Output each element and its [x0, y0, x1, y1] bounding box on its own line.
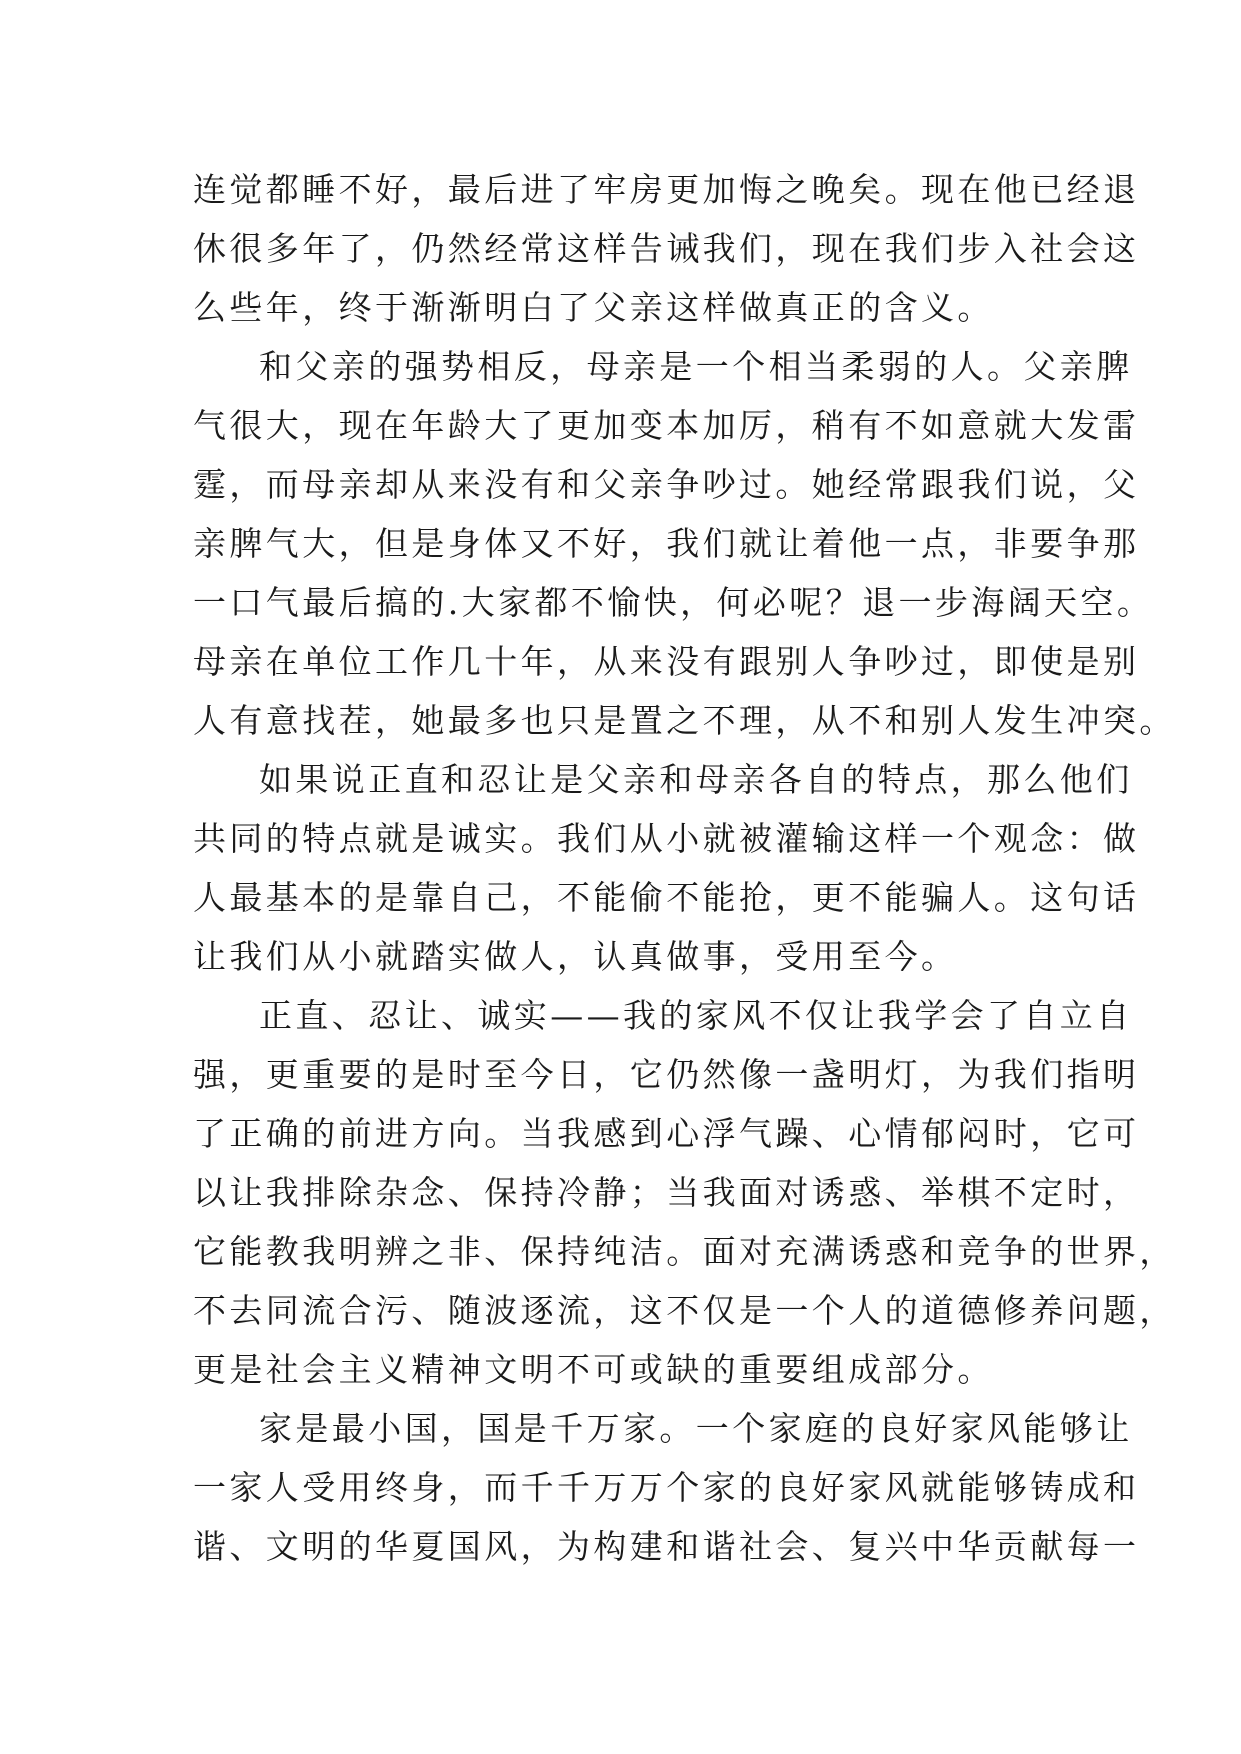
paragraph-first-line: 家是最小国，国是千万家。一个家庭的良好家风能够让: [259, 1409, 1133, 1448]
text-line: 不去同流合污、随波逐流，这不仅是一个人的道德修养问题，: [193, 1291, 1176, 1330]
text-line: 霆，而母亲却从来没有和父亲争吵过。她经常跟我们说，父: [193, 465, 1140, 504]
text-line: 谐、文明的华夏国风，为构建和谐社会、复兴中华贡献每一: [193, 1527, 1140, 1566]
text-line: 母亲在单位工作几十年，从来没有跟别人争吵过，即使是别: [193, 642, 1140, 681]
text-line: 以让我排除杂念、保持冷静；当我面对诱惑、举棋不定时，: [193, 1173, 1140, 1212]
text-line: 一口气最后搞的.大家都不愉快，何必呢？退一步海阔天空。: [193, 583, 1154, 622]
text-line: 气很大，现在年龄大了更加变本加厉，稍有不如意就大发雷: [193, 406, 1140, 445]
text-line: 连觉都睡不好，最后进了牢房更加悔之晚矣。现在他已经退: [193, 170, 1140, 209]
text-line: 么些年，终于渐渐明白了父亲这样做真正的含义。: [193, 288, 994, 327]
text-line: 人有意找茬，她最多也只是置之不理，从不和别人发生冲突。: [193, 701, 1176, 740]
paragraph-first-line: 和父亲的强势相反，母亲是一个相当柔弱的人。父亲脾: [259, 347, 1133, 386]
text-line: 人最基本的是靠自己，不能偷不能抢，更不能骗人。这句话: [193, 878, 1140, 917]
text-line: 它能教我明辨之非、保持纯洁。面对充满诱惑和竞争的世界，: [193, 1232, 1176, 1271]
text-line: 亲脾气大，但是身体又不好，我们就让着他一点，非要争那: [193, 524, 1140, 563]
text-line: 休很多年了，仍然经常这样告诫我们，现在我们步入社会这: [193, 229, 1140, 268]
text-line: 强，更重要的是时至今日，它仍然像一盏明灯，为我们指明: [193, 1055, 1140, 1094]
text-line: 共同的特点就是诚实。我们从小就被灌输这样一个观念：做: [193, 819, 1140, 858]
text-line: 更是社会主义精神文明不可或缺的重要组成部分。: [193, 1350, 994, 1389]
paragraph-first-line: 正直、忍让、诚实——我的家风不仅让我学会了自立自: [259, 996, 1133, 1035]
document-body: [193, 160, 1176, 1576]
text-line: 一家人受用终身，而千千万万个家的良好家风就能够铸成和: [193, 1468, 1140, 1507]
paragraph-first-line: 如果说正直和忍让是父亲和母亲各自的特点，那么他们: [259, 760, 1133, 799]
text-line: 了正确的前进方向。当我感到心浮气躁、心情郁闷时，它可: [193, 1114, 1140, 1153]
text-line: 让我们从小就踏实做人，认真做事，受用至今。: [193, 937, 958, 976]
